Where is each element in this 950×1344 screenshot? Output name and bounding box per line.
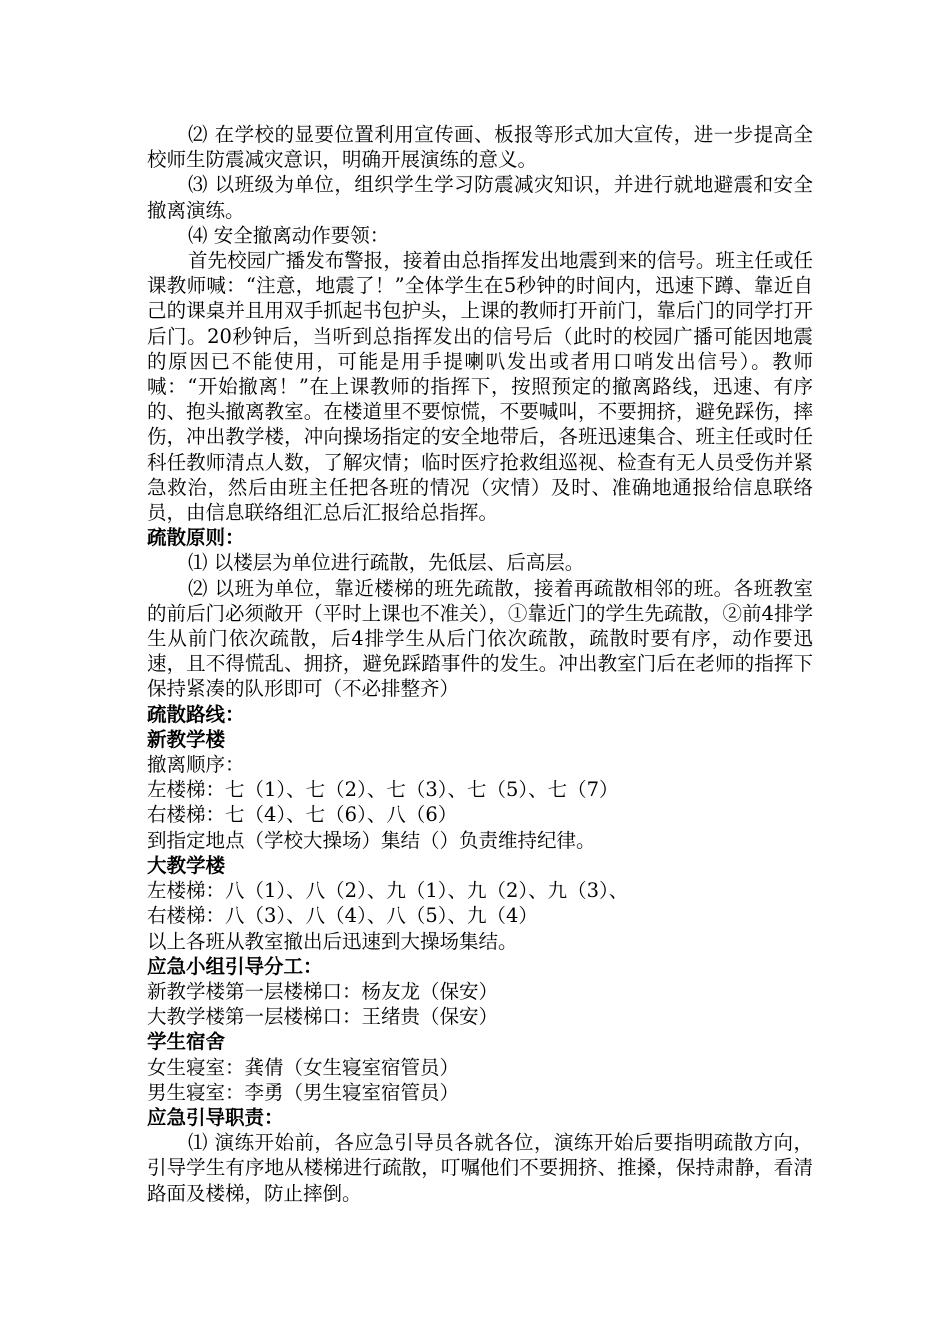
paragraph-principle-class: ⑵ 以班为单位，靠近楼梯的班先疏散，接着再疏散相邻的班。各班教室的前后门必须敞开（平时上课也不准关），①靠近门的学生先疏散，②前4排学生从前门依次疏散，后4排学生从后门依次疏散，疏散时要有序，动作要迅速，且不得慌乱、拥挤，避免踩踏事件的发生。冲出教室门后在老师的指挥下保持紧凑的队形即可（不必排整齐） <box>147 576 813 701</box>
line-main-assembly: 以上各班从教室撤出后迅速到大操场集结。 <box>147 929 518 953</box>
line-female-dorm: 女生寝室：龚倩（女生寝室宿管员） <box>147 1055 460 1079</box>
heading-student-dormitory: 学生宿舍 <box>147 1030 226 1054</box>
heading-main-teaching-building: 大教学楼 <box>147 853 226 877</box>
paragraph-evacuation-procedure: 首先校园广播发布警报，接着由总指挥发出地震到来的信号。班主任或任课教师喊：“注意，地震了！”全体学生在5秒钟的时间内，迅速下蹲、靠近自己的课桌并且用双手抓起书包护头，上课的教师打开前门，靠后门的同学打开后门。20秒钟后，当听到总指挥发出的信号后（此时的校园广播可能因地震的原因已不能使用，可能是用手提喇叭发出或者用口哨发出信号）。教师喊：“开始撤离！”在上课教师的指挥下，按照预定的撤离路线，迅速、有序的、抱头撤离教室。在楼道里不要惊慌，不要喊叫，不要拥挤，避免踩伤，摔伤，冲出教学楼，冲向操场指定的安全地带后，各班迅速集合、班主任或时任科任教师清点人数，了解灾情；临时医疗抢救组巡视、检查有无人员受伤并紧急救治，然后由班主任把各班的情况（灾情）及时、准确地通报给信息联络员，由信息联络组汇总后汇报给总指挥。 <box>147 249 813 525</box>
paragraph-principle-floor: ⑴ 以楼层为单位进行疏散，先低层、后高层。 <box>188 551 585 575</box>
line-male-dorm: 男生寝室：李勇（男生寝室宿管员） <box>147 1080 460 1104</box>
paragraph-publicity: ⑵ 在学校的显要位置利用宣传画、板报等形式加大宣传，进一步提高全校师生防震减灾意识，明确开展演练的意义。 <box>147 123 813 172</box>
line-new-right-stairs: 右楼梯：七（4）、七（6）、八（6） <box>147 803 458 827</box>
heading-guide-assignment: 应急小组引导分工： <box>147 954 323 978</box>
heading-evacuation-routes: 疏散路线： <box>147 702 245 726</box>
heading-guide-duties: 应急引导职责： <box>147 1105 284 1129</box>
line-new-left-stairs: 左楼梯：七（1）、七（2）、七（3）、七（5）、七（7） <box>147 778 619 802</box>
paragraph-guide-duty-1: ⑴ 演练开始前，各应急引导员各就各位，演练开始后要指明疏散方向，引导学生有序地从楼梯进行疏散，叮嘱他们不要拥挤、推搡，保持肃静，看清路面及楼梯，防止摔倒。 <box>147 1131 813 1205</box>
line-guide-new-building: 新教学楼第一层楼梯口：杨友龙（保安） <box>147 979 499 1003</box>
document-page <box>147 122 813 1206</box>
paragraph-class-drill: ⑶ 以班级为单位，组织学生学习防震减灾知识，并进行就地避震和安全撤离演练。 <box>147 173 813 222</box>
line-guide-main-building: 大教学楼第一层楼梯口：王绪贵（保安） <box>147 1005 499 1029</box>
heading-new-teaching-building: 新教学楼 <box>147 727 226 751</box>
line-evacuation-order: 撤离顺序： <box>147 753 245 777</box>
paragraph-evacuation-essentials: ⑷ 安全撤离动作要领： <box>188 223 390 247</box>
heading-evacuation-principles: 疏散原则： <box>147 526 245 550</box>
line-main-right-stairs: 右楼梯：八（3）、八（4）、八（5）、九（4） <box>147 904 538 928</box>
line-assembly-point: 到指定地点（学校大操场）集结（）负责维持纪律。 <box>147 828 596 852</box>
line-main-left-stairs: 左楼梯：八（1）、八（2）、九（1）、九（2）、九（3）、 <box>147 879 629 903</box>
